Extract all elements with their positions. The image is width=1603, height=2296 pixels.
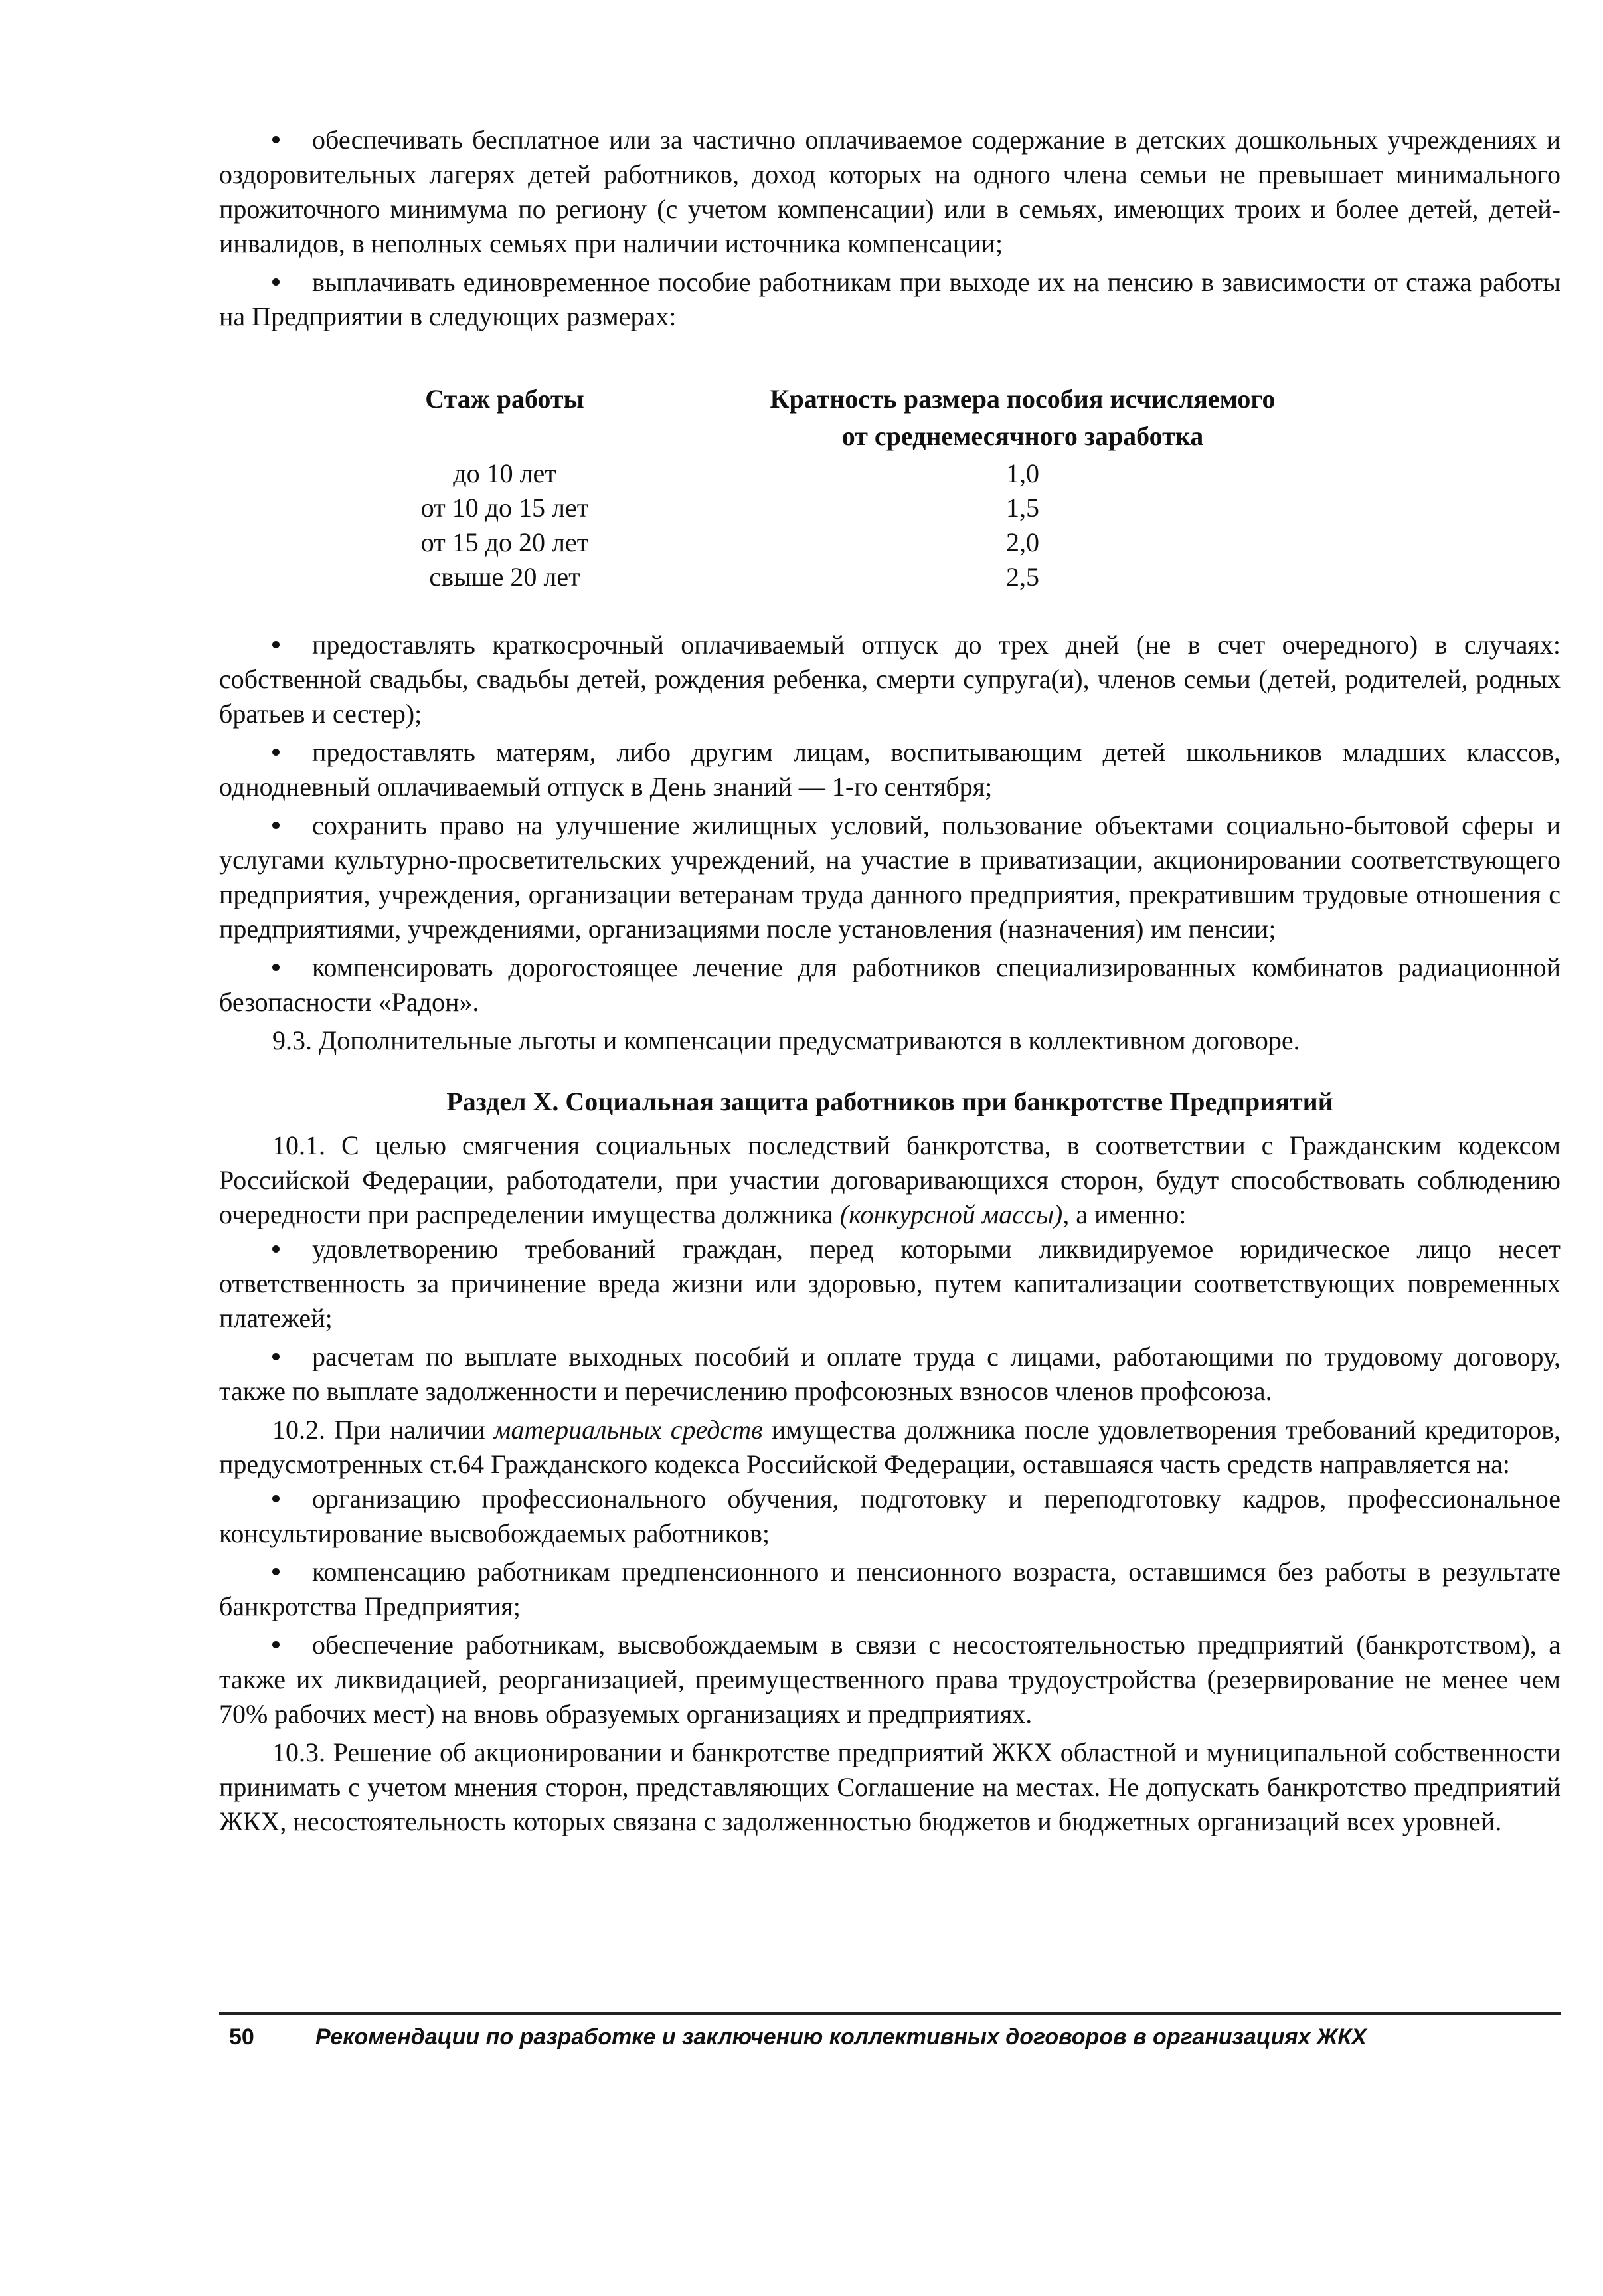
list-item: обеспечивать бесплатное или за частично оплачиваемое содержание в детских дошкольных учреждениях и оздоровительных лагерях детей работников, доход которых на одного члена семьи не превышает минимального прожиточного минимума по региону (с учетом компенсации) или в семьях, имеющих троих и более детей, детей-инвалидов, в неполных семьях при наличии источника компенсации; xyxy=(219,123,1561,261)
table-cell-value: 1,0 xyxy=(1006,458,1039,488)
bullet-icon xyxy=(272,1482,312,1516)
list-item: компенсировать дорогостоящее лечение для работников специализированных комбинатов радиационной безопасности «Радон». xyxy=(219,950,1561,1019)
paragraph-10-1: 10.1. С целью смягчения социальных последствий банкротства, в соответствии с Гражданским кодексом Российской Федерации, работодатели, при участии договаривающихся сторон, будут способствовать соблюдению очередности при распределении имущества должника (конкурсной массы), а именно: xyxy=(219,1130,1561,1229)
table-header-multiplier-line1: Кратность размера пособия исчисляемого xyxy=(770,384,1276,414)
bullet-icon xyxy=(272,1555,312,1589)
list-item: выплачивать единовременное пособие работникам при выходе их на пенсию в зависимости от стажа работы на Предприятии в следующих размерах: xyxy=(219,265,1561,334)
list-item: удовлетворению требований граждан, перед которыми ликвидируемое юридическое лицо несет ответственность за причинение вреда жизни или здоровью, путем капитализации соответствующих повременных платежей; xyxy=(219,1232,1561,1336)
table-cell-term: от 10 до 15 лет xyxy=(420,493,589,523)
paragraph-10-2: 10.2. При наличии материальных средств имущества должника после удовлетворения требований кредиторов, предусмотренных ст.64 Гражданского кодекса Российской Федерации, оставшаяся часть средств направляется на: xyxy=(219,1415,1561,1479)
table-cell-term: от 15 до 20 лет xyxy=(420,527,589,557)
bullet-icon xyxy=(272,628,312,662)
running-title: Рекомендации по разработке и заключению коллективных договоров в организациях ЖКХ xyxy=(315,2024,1367,2050)
bullet-icon xyxy=(272,1628,312,1662)
table-column-multiplier xyxy=(724,382,1321,594)
list-item: расчетам по выплате выходных пособий и оплате труда с лицами, работающими по трудовому договору, также по выплате задолженности и перечислению профсоюзных взносов членов профсоюза. xyxy=(219,1340,1561,1409)
list-item: предоставлять матерям, либо другим лицам, воспитывающим детей школьников младших классов, однодневный оплачиваемый отпуск в День знаний — 1-го сентября; xyxy=(219,735,1561,804)
footer-divider xyxy=(219,2012,1561,2015)
page-footer xyxy=(229,2022,1557,2052)
list-item: предоставлять краткосрочный оплачиваемый отпуск до трех дней (не в счет очередного) в случаях: собственной свадьбы, свадьбы детей, рождения ребенка, смерти супруга(и), членов семьи (детей, родителей, родных братьев и сестер); xyxy=(219,628,1561,731)
bullet-icon xyxy=(272,1340,312,1374)
section-title: Раздел X. Социальная защита работников при банкротстве Предприятий xyxy=(446,1087,1333,1116)
bullet-icon xyxy=(272,950,312,985)
list-item: компенсацию работникам предпенсионного и пенсионного возраста, оставшимся без работы в результате банкротства Предприятия; xyxy=(219,1555,1561,1624)
table-cell-value: 1,5 xyxy=(1006,493,1039,523)
table-cell-value: 2,5 xyxy=(1006,562,1039,592)
document-body xyxy=(219,123,1561,1839)
table-header-term: Стаж работы xyxy=(425,384,584,414)
list-item: организацию профессионального обучения, подготовку и переподготовку кадров, профессиональное консультирование высвобождаемых работников; xyxy=(219,1482,1561,1551)
table-cell-term: до 10 лет xyxy=(453,458,556,488)
list-item: обеспечение работникам, высвобождаемым в связи с несостоятельностью предприятий (банкротством), а также их ликвидацией, реорганизацией, преимущественного права трудоустройства (резервирование не менее чем 70% рабочих мест) на вновь образуемых организациях и предприятиях. xyxy=(219,1628,1561,1731)
table-column-term xyxy=(319,382,691,594)
table-header-multiplier-line2: от среднемесячного заработка xyxy=(841,421,1204,451)
bullet-icon xyxy=(272,735,312,770)
bullet-icon xyxy=(272,808,312,843)
bullet-icon xyxy=(272,123,312,157)
list-item: сохранить право на улучшение жилищных условий, пользование объектами социально-бытовой сферы и услугами культурно-просветительских учреждений, на участие в приватизации, акционировании соответствующего предприятия, учреждения, организации ветеранам труда данного предприятия, прекратившим трудовые отношения с предприятиями, учреждениями, организациями после установления (назначения) им пенсии; xyxy=(219,808,1561,946)
benefit-table xyxy=(219,382,1561,594)
paragraph-9-3: 9.3. Дополнительные льготы и компенсации предусматриваются в коллективном договоре. xyxy=(272,1025,1300,1055)
table-cell-value: 2,0 xyxy=(1006,527,1039,557)
bullet-icon xyxy=(272,1232,312,1267)
table-cell-term: свыше 20 лет xyxy=(429,562,580,592)
bullet-icon xyxy=(272,265,312,300)
paragraph-10-3: 10.3. Решение об акционировании и банкротстве предприятий ЖКХ областной и муниципальной собственности принимать с учетом мнения сторон, представляющих Соглашение на местах. Не допускать банкротство предприятий ЖКХ, несостоятельность которых связана с задолженностью бюджетов и бюджетных организаций всех уровней. xyxy=(219,1737,1561,1836)
page-number: 50 xyxy=(229,2024,254,2050)
